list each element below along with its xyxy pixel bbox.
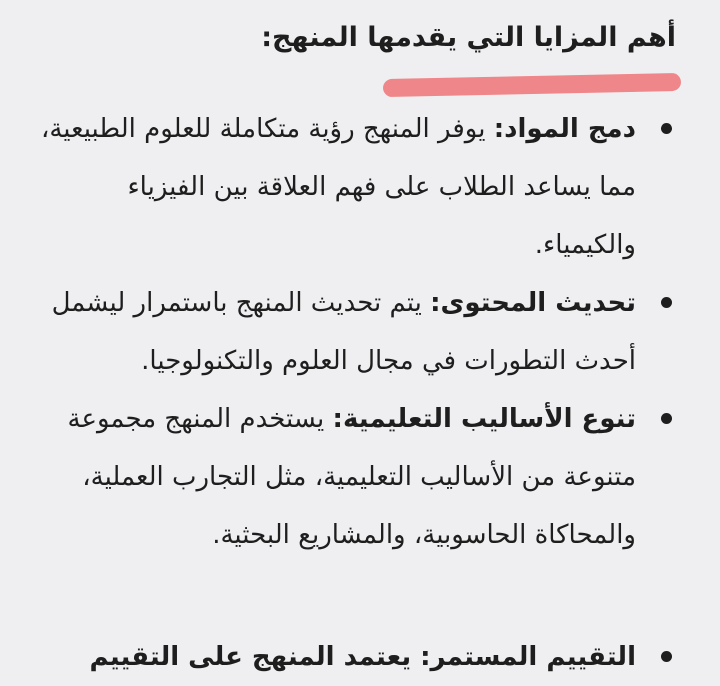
cut-off-line: التقييم المستمر: يعتمد المنهج على التقييم bbox=[89, 642, 636, 672]
item-text: يوفر المنهج رؤية متكاملة للعلوم الطبيعية، مما يساعد الطلاب على فهم العلاقة بين الفيزياء والكيمياء. bbox=[40, 114, 636, 260]
advantages-list bbox=[36, 100, 676, 564]
item-term: تنوع الأساليب التعليمية: bbox=[332, 404, 636, 434]
bullet-icon bbox=[661, 297, 672, 308]
highlight-underline bbox=[383, 73, 681, 97]
list-item bbox=[36, 274, 676, 390]
bullet-icon bbox=[661, 413, 672, 424]
item-text: يتم تحديث المنهج باستمرار ليشمل أحدث التطورات في مجال العلوم والتكنولوجيا. bbox=[51, 288, 636, 376]
list-item bbox=[36, 100, 676, 274]
section-heading: أهم المزايا التي يقدمها المنهج: bbox=[261, 22, 676, 53]
item-term: دمج المواد: bbox=[493, 114, 636, 144]
bullet-icon bbox=[661, 123, 672, 134]
list-item bbox=[36, 390, 676, 564]
item-term: تحديث المحتوى: bbox=[430, 288, 636, 318]
item-text: يستخدم المنهج مجموعة متنوعة من الأساليب التعليمية، مثل التجارب العملية، والمحاكاة الحاسوبية، والمشاريع البحثية. bbox=[67, 404, 636, 550]
